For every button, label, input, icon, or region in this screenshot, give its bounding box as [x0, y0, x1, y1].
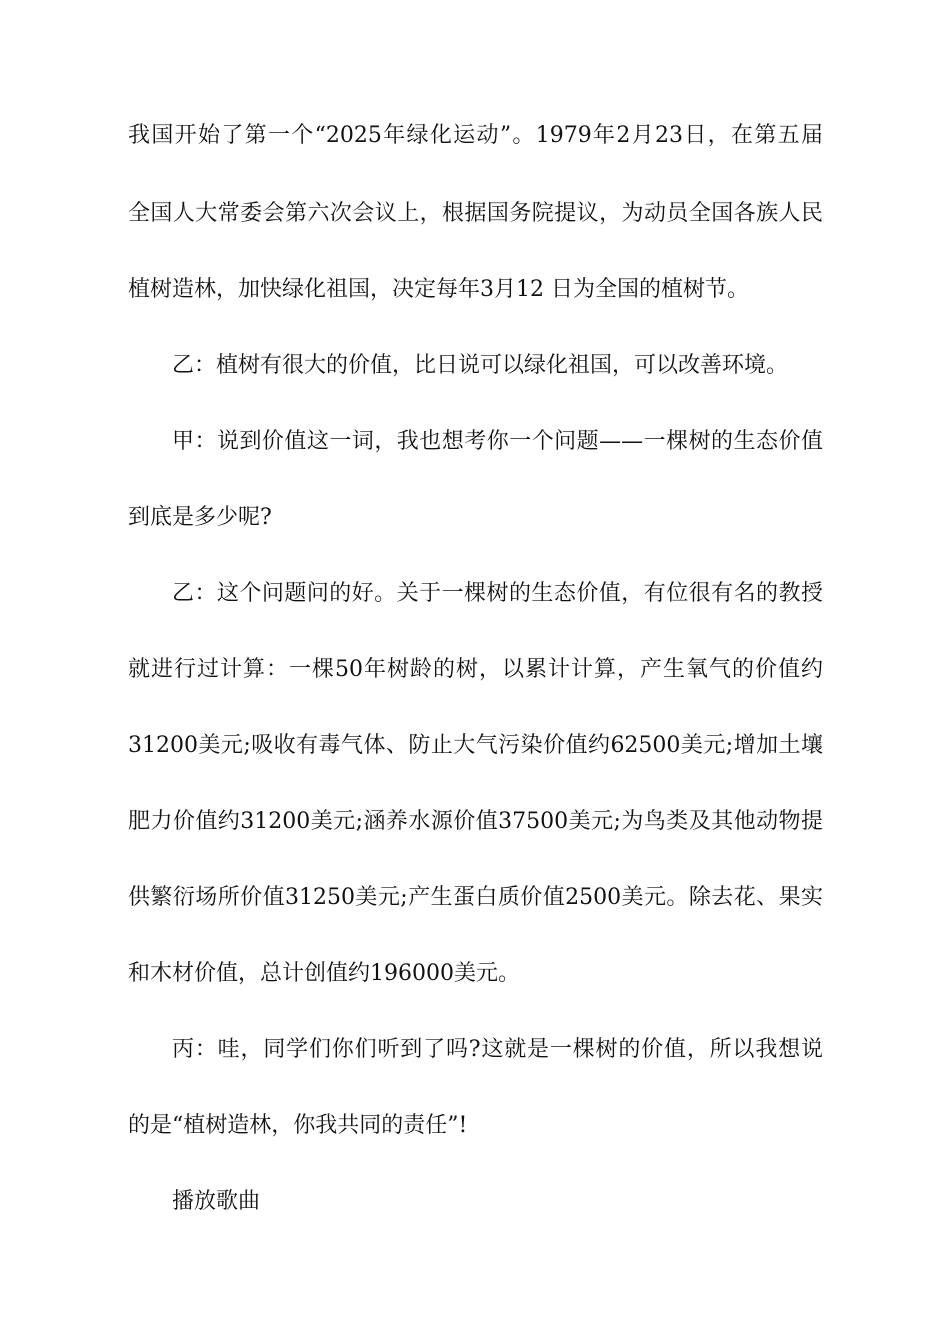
paragraph-2-line-1: 乙：植树有很大的价值，比日说可以绿化祖国，可以改善环境。 [172, 353, 789, 378]
paragraph-1-line-2: 全国人大常委会第六次会议上，根据国务院提议，为动员全国各族人民 [128, 201, 823, 226]
paragraph-6-line-1: 播放歌曲 [172, 1189, 261, 1214]
paragraph-3-line-2: 到底是多少呢? [128, 505, 272, 530]
paragraph-5-line-2: 的是“植树造林，你我共同的责任”! [128, 1113, 468, 1138]
paragraph-4-line-6: 和木材价值，总计创值约196000美元。 [128, 961, 520, 986]
paragraph-4-line-3: 31200美元;吸收有毒气体、防止大气污染价值约62500美元;增加土壤 [128, 733, 823, 758]
paragraph-1-line-3: 植树造林，加快绿化祖国，决定每年3月12 日为全国的植树节。 [128, 277, 749, 302]
paragraph-4-line-5: 供繁衍场所价值31250美元;产生蛋白质价值2500美元。除去花、果实 [128, 885, 823, 910]
paragraph-4-line-1: 乙：这个问题问的好。关于一棵树的生态价值，有位很有名的教授 [172, 581, 823, 606]
paragraph-3-line-1: 甲：说到价值这一词，我也想考你一个问题——一棵树的生态价值 [172, 429, 823, 454]
paragraph-4-line-2: 就进行过计算：一棵50年树龄的树，以累计计算，产生氧气的价值约 [128, 657, 823, 682]
paragraph-1-line-1: 我国开始了第一个“2025年绿化运动”。1979年2月23日，在第五届 [128, 123, 823, 148]
paragraph-4-line-4: 肥力价值约31200美元;涵养水源价值37500美元;为鸟类及其他动物提 [128, 809, 823, 834]
paragraph-5-line-1: 丙：哇，同学们你们听到了吗?这就是一棵树的价值，所以我想说 [172, 1037, 823, 1062]
